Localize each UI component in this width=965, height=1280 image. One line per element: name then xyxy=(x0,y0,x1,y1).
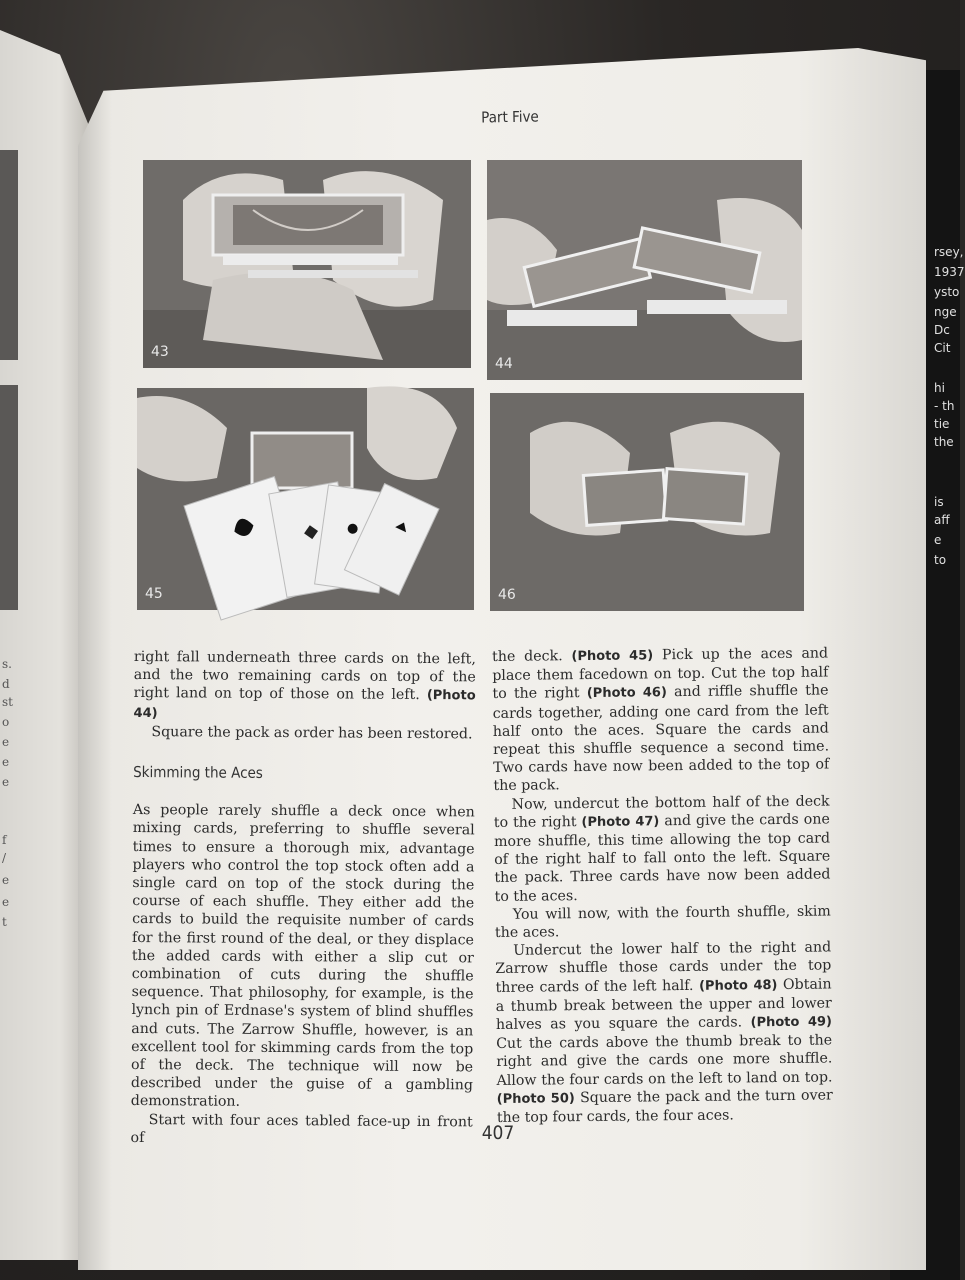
photo-reference: (Photo 49) xyxy=(750,1014,833,1031)
left-page-text-fragment: s. xyxy=(2,657,12,671)
paragraph-text: Obtain a thumb break between the upper and lower halves as you square the cards. xyxy=(495,976,832,1034)
right-book-text-fragment: Cit xyxy=(934,341,951,355)
right-book-text-fragment: hi xyxy=(934,381,945,395)
left-page-text-fragment: e xyxy=(2,775,10,789)
left-text-column xyxy=(131,648,476,1149)
photo-reference: (Photo 50) xyxy=(496,1091,575,1107)
right-book-text-fragment: e xyxy=(934,533,942,547)
left-page-text-fragment: e xyxy=(2,735,10,749)
photo-reference: (Photo 44) xyxy=(133,688,476,721)
photo-45-image xyxy=(137,388,474,610)
paragraph xyxy=(494,792,831,906)
paragraph-text: and riffle shuffle the cards together, adding one card from the left half onto the aces. Square the cards and repeat this shuffle sequence a second time. Two cards have now been added to the top of the pack. xyxy=(492,682,830,795)
photo-46 xyxy=(490,393,804,611)
photo-number: 43 xyxy=(151,344,169,360)
paragraph: Square the pack as order has been restored. xyxy=(151,723,473,743)
photo-number: 44 xyxy=(495,356,513,372)
photo-reference: (Photo 48) xyxy=(698,977,778,994)
page-number: 407 xyxy=(481,1122,515,1144)
paragraph: Start with four aces tabled face-up in front of xyxy=(130,1111,473,1146)
paragraph xyxy=(492,644,830,795)
paragraph-text: the deck. xyxy=(492,648,563,665)
paragraph: You will now, with the fourth shuffle, skim the aces. xyxy=(494,903,831,942)
photo-reference: (Photo 46) xyxy=(586,685,667,702)
right-book-text-fragment: 1937 xyxy=(934,265,965,279)
right-book-text-fragment: ysto xyxy=(934,285,960,299)
paragraph-text: Pick up the aces and place them facedown on top. Cut the top half to the right xyxy=(492,645,829,703)
paragraph: As people rarely shuffle a deck once when mixing cards, preferring to shuffle several times to ensure a thorough mix, advantage players who control the top stock often add a single card on top of the stock during the course of each shuffle. They either add the cards to build the requisite number of cards for the first round of the deal, or they displace the added cards with either a slip cut or combination of cuts during the shuffle sequence. That philosophy, for example, is the lynch pin of Erdnase's system of blind shuffles and cuts. The Zarrow Shuffle, however, is an excellent tool for skimming cards from the top of the deck. The technique will now be described under the guise of a gambling demonstration. xyxy=(130,802,475,1111)
paragraph xyxy=(133,648,476,725)
paragraph-text: Undercut the lower half to the right and Zarrow shuffle those cards under the top three cards of the left half. xyxy=(495,939,832,996)
photo-reference: (Photo 45) xyxy=(571,648,654,665)
left-page-text-fragment: d xyxy=(2,677,10,691)
right-book-text-fragment: tie xyxy=(934,417,950,431)
left-page-text-fragment: e xyxy=(2,895,10,909)
right-book-text-fragment: - th xyxy=(934,399,955,413)
photo-43 xyxy=(143,160,471,368)
right-book-text-fragment: aff xyxy=(934,513,950,527)
right-book-text-fragment: Dc xyxy=(934,323,950,337)
photo-44-image xyxy=(487,160,802,380)
photo-reference: (Photo 47) xyxy=(581,814,660,830)
running-header: Part Five xyxy=(481,107,539,127)
left-page-text-fragment: / xyxy=(2,851,7,865)
photo-45 xyxy=(137,388,474,610)
right-book-text-fragment: the xyxy=(934,435,954,449)
left-page-text-fragment: e xyxy=(2,873,10,887)
left-page-text-fragment: e xyxy=(2,755,10,769)
photo-46-image xyxy=(490,393,804,611)
photo-number: 45 xyxy=(145,586,163,602)
left-page-text-fragment: o xyxy=(2,715,10,729)
right-text-column xyxy=(492,644,833,1127)
left-page-text-fragment: st xyxy=(2,695,13,709)
paragraph-text: and give the cards one more shuffle, this time allowing the top card of the right half to fall onto the left. Square the pack. Three cards have now been added to the aces. xyxy=(493,811,831,905)
left-page-text-fragment: t xyxy=(2,915,7,929)
photo-44 xyxy=(487,160,802,380)
paragraph xyxy=(495,939,833,1128)
section-subheading: Skimming the Aces xyxy=(133,763,263,782)
right-book-text-fragment: to xyxy=(934,553,947,567)
paragraph-text: right fall underneath three cards on the left, and the two remaining cards on top of the right land on top of those on the left. xyxy=(133,649,476,704)
paragraph-text: Now, undercut the bottom half of the deck to the right xyxy=(493,793,830,831)
right-book-text-fragment: rsey, xyxy=(934,245,964,259)
paragraph-text: Square the pack and the turn over the top four cards, the four aces. xyxy=(496,1087,833,1127)
right-book-text-fragment: is xyxy=(934,495,944,509)
photo-number: 46 xyxy=(498,587,516,603)
right-book-text-fragment: nge xyxy=(934,305,957,319)
photo-43-image xyxy=(143,160,471,368)
left-page-text-fragment: f xyxy=(2,833,7,847)
left-page-photo xyxy=(0,385,18,610)
paragraph-text: Cut the cards above the thumb break to the right and give the cards one more shuffle. Allow the four cards on the left to land on top. xyxy=(496,1032,833,1089)
left-page-photo xyxy=(0,150,18,360)
